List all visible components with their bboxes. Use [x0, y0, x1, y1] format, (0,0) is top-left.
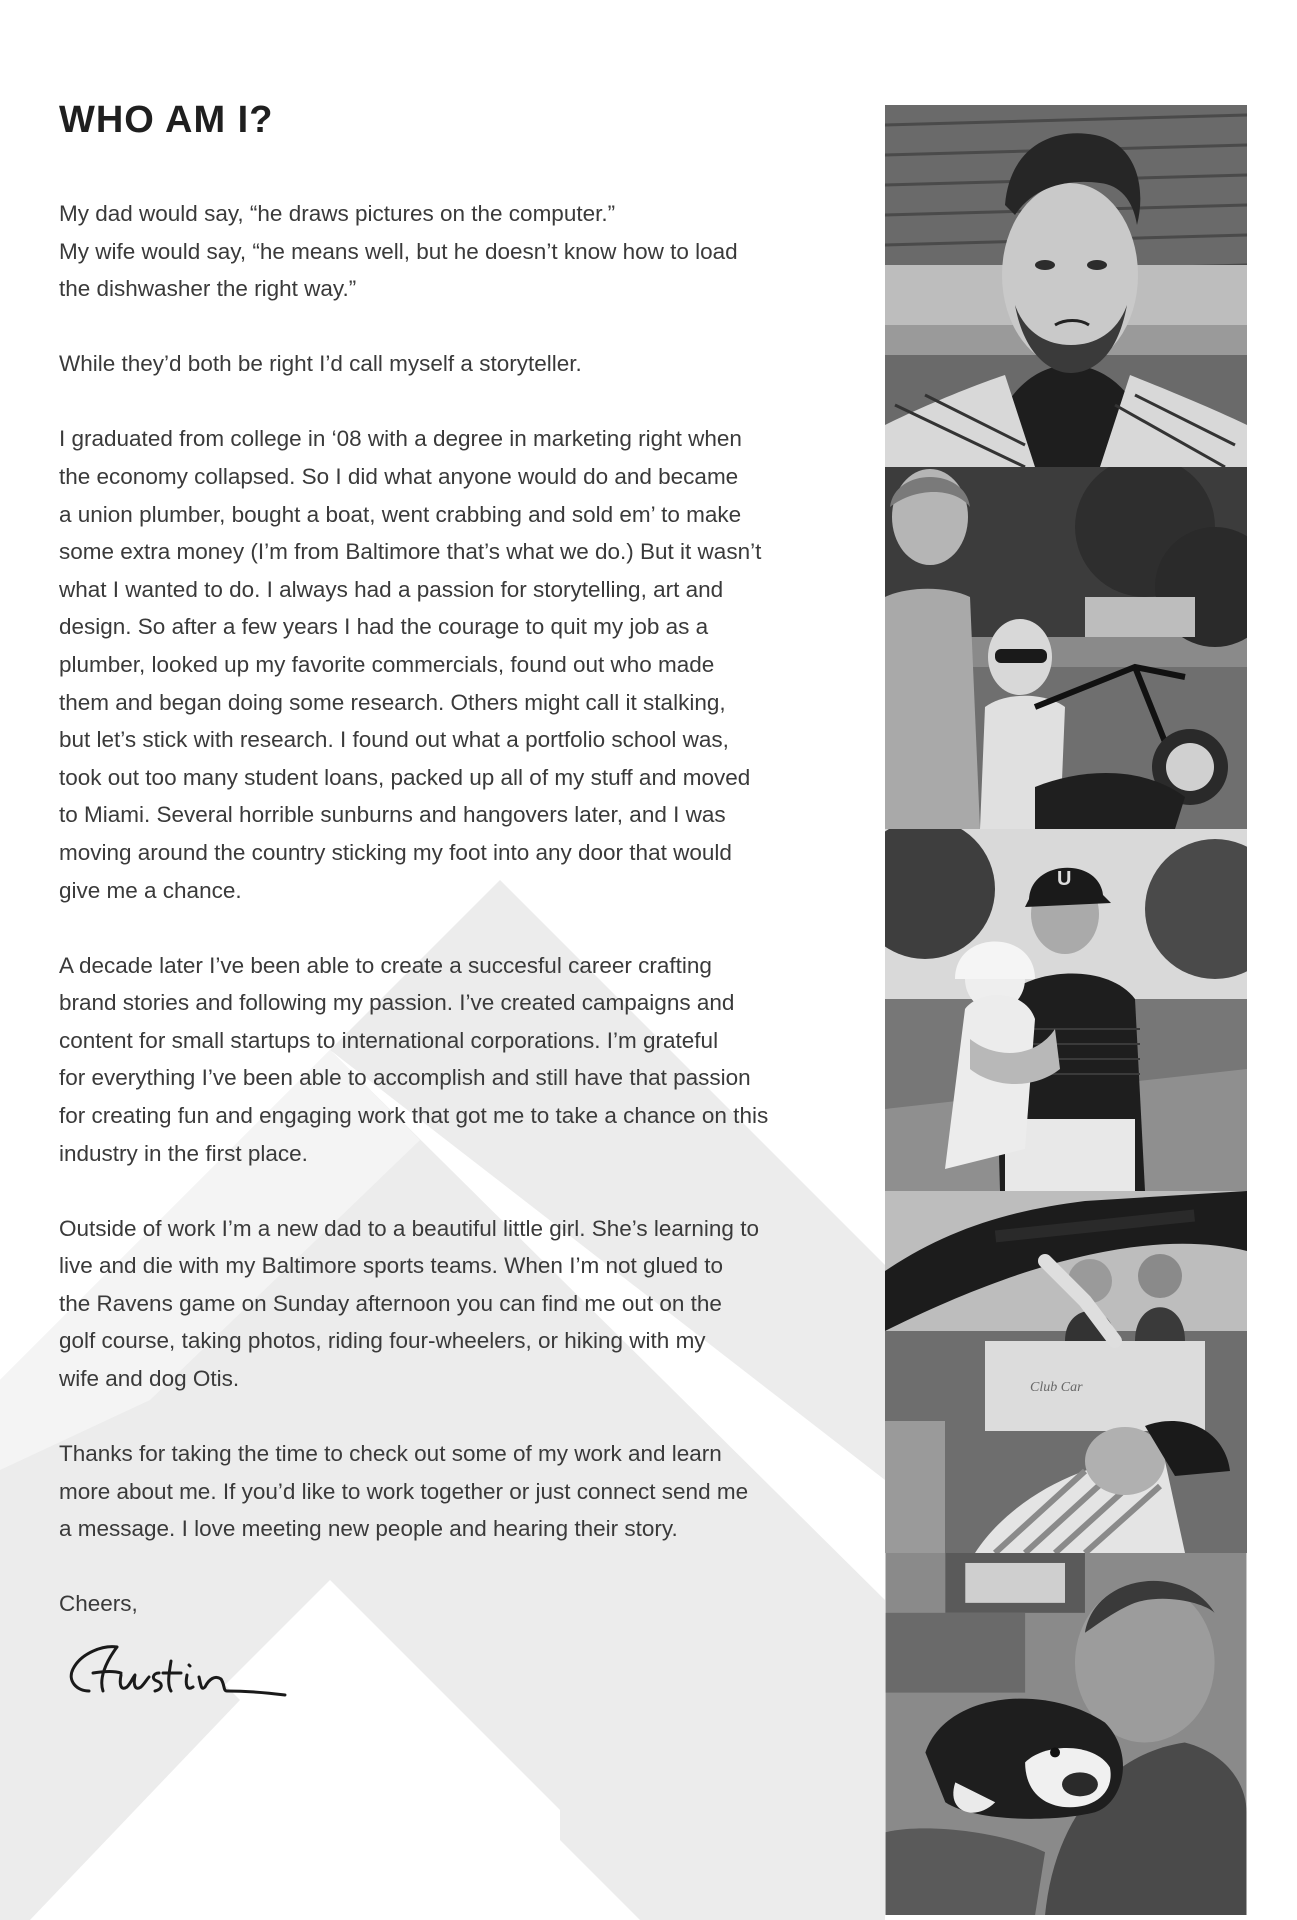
paragraph-line: for everything I’ve been able to accomplish and still have that passion: [59, 1065, 751, 1091]
paragraph-line: design. So after a few years I had the courage to quit my job as a: [59, 614, 709, 640]
bio-paragraph-3: [59, 420, 879, 909]
bio-paragraph-6: [59, 1435, 879, 1548]
page-title: WHO AM I?: [59, 99, 274, 141]
paragraph-line: a message. I love meeting new people and hearing their story.: [59, 1516, 678, 1542]
bio-section: [59, 95, 879, 1713]
paragraph-line: I graduated from college in ‘08 with a degree in marketing right when: [59, 426, 742, 452]
paragraph-line: the dishwasher the right way.”: [59, 276, 357, 302]
paragraph-line: content for small startups to international corporations. I’m grateful: [59, 1027, 719, 1053]
paragraph-line: a union plumber, bought a boat, went crabbing and sold em’ to make: [59, 501, 742, 527]
bio-paragraphs: [59, 195, 879, 1548]
closing-text: Cheers,: [59, 1591, 138, 1617]
paragraph-line: the economy collapsed. So I did what anyone would do and became: [59, 463, 739, 489]
paragraph-line: for creating fun and engaging work that got me to take a chance on this: [59, 1102, 769, 1128]
photo-golf-cart-friends: [885, 1191, 1247, 1553]
bio-paragraph-4: [59, 947, 879, 1173]
photo-man-holding-baby: [885, 829, 1247, 1191]
bio-paragraph-5: [59, 1210, 879, 1398]
paragraph-line: Outside of work I’m a new dad to a beautiful little girl. She’s learning to: [59, 1215, 759, 1241]
svg-text:Club Car: Club Car: [1030, 1380, 1083, 1395]
paragraph-line: brand stories and following my passion. I’ve created campaigns and: [59, 990, 735, 1016]
paragraph-line: industry in the first place.: [59, 1140, 308, 1166]
bio-paragraph-2: [59, 345, 879, 383]
paragraph-line: Thanks for taking the time to check out some of my work and learn: [59, 1441, 722, 1467]
paragraph-line: some extra money (I’m from Baltimore that’s what we do.) But it wasn’t: [59, 539, 762, 565]
paragraph-line: moving around the country sticking my foot into any door that would: [59, 839, 732, 865]
svg-text:U: U: [1057, 868, 1072, 890]
paragraph-line: A decade later I’ve been able to create a succesful career crafting: [59, 952, 712, 978]
paragraph-line: them and began doing some research. Others might call it stalking,: [59, 689, 726, 715]
paragraph-line: golf course, taking photos, riding four-wheelers, or hiking with my: [59, 1328, 706, 1354]
paragraph-line: wife and dog Otis.: [59, 1366, 240, 1392]
paragraph-line: My dad would say, “he draws pictures on the computer.”: [59, 201, 616, 226]
paragraph-line: more about me. If you’d like to work together or just connect send me: [59, 1478, 749, 1504]
paragraph-line: My wife would say, “he means well, but he doesn’t know how to load: [59, 238, 738, 264]
paragraph-line: the Ravens game on Sunday afternoon you can find me out on the: [59, 1290, 722, 1316]
paragraph-line: plumber, looked up my favorite commercials, found out who made: [59, 651, 715, 677]
photo-column: [885, 105, 1247, 1920]
photo-man-hugging-dog: [885, 1553, 1247, 1916]
paragraph-line: what I wanted to do. I always had a passion for storytelling, art and: [59, 576, 724, 602]
paragraph-line: took out too many student loans, packed up all of my stuff and moved: [59, 764, 751, 790]
paragraph-line: While they’d both be right I’d call myself a storyteller.: [59, 351, 582, 377]
paragraph-line: live and die with my Baltimore sports teams. When I’m not glued to: [59, 1253, 724, 1279]
paragraph-line: but let’s stick with research. I found out what a portfolio school was,: [59, 727, 729, 753]
paragraph-line: to Miami. Several horrible sunburns and hangovers later, and I was: [59, 802, 726, 828]
bio-paragraph-1: [59, 195, 879, 308]
photo-father-child-motorbike: [885, 467, 1247, 829]
photo-portrait: [885, 105, 1247, 467]
signature-image: [59, 1633, 289, 1713]
paragraph-line: give me a chance.: [59, 877, 242, 903]
